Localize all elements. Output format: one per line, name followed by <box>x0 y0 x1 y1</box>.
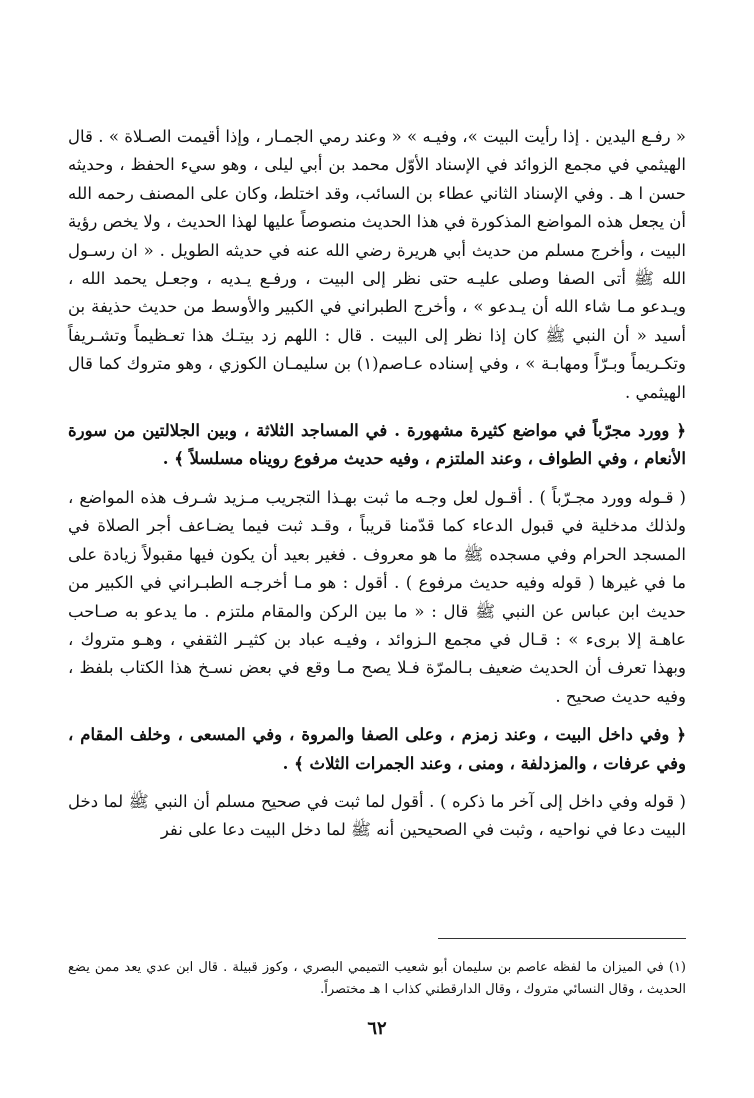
footnote-divider <box>438 938 686 939</box>
paragraph-commentary-3: ( قوله وفي داخل إلى آخر ما ذكره ) . أقول لما ثبت في صحيح مسلم أن النبي ﷺ لما دخل البيت دعا في نواحيه ، وثبت في الصحيحين أنه ﷺ لما دخل البيت دعا على نفر <box>68 791 686 840</box>
page-number: ٦٢ <box>367 1018 387 1039</box>
paragraph-commentary-2: ( قـوله وورد مجـرّباً ) . أقـول لعل وجـه ما ثبت بهـذا التجريب مـزيد شـرف هذه المواضع ، ولذلك مدخلية في قبول الدعاء كما قدّمنا قريباً ، وقـد ثبت فيما يضـاعف أجر الصلاة في المسجد الحرام وفي مسجده ﷺ ما هو معروف . فغير بعيد أن يكون فيها مقبولاً زيادة على ما في غيرها ( قوله وفيه حديث مرفوع ) . أقول : هو مـا أخرجـه الطبـراني في الكبير من حديث ابن عباس عن النبي ﷺ قال : « ما بين الركن والمقام ملتزم . ما يدعو به صـاحب عاهـة إلا برىء » : قـال في مجمع الـزوائد ، وفيـه عباد بن كثيـر الثقفي ، وهـو متروك ، وبهذا تعرف أن الحديث ضعيف بـالمرّة فـلا يصح مـا وقع في بعض نسـخ هذا الكتاب بلفظ ، وفيه حديث صحيح . <box>68 487 686 706</box>
footnote: (١) في الميزان ما لفظه عاصم بن سليمان أبو شعيب التميمي البصري ، وكوز قبيلة . قال ابن عدي يعد ممن يضع الحديث ، وقال النسائي متروك ، وقال الدارقطني كذاب ا هـ مختصراً. <box>68 960 686 997</box>
paragraph-matn-1: ﴿ وورد مجرّباً في مواضع كثيرة مشهورة . في المساجد الثلاثة ، وبين الجلالتين من سورة الأنعام ، وفي الطواف ، وعند الملتزم ، وفيه حديث مرفوع رويناه مسلسلاً ﴾ . <box>68 421 686 469</box>
paragraph-commentary-1: « رفـع اليدين . إذا رأيت البيت »، وفيـه » « وعند رمي الجمـار ، وإذا أقيمت الصـلاة » . قال الهيثمي في مجمع الزوائد في الإسناد الأوّل محمد بن أبي ليلى ، وهو سيء الحفظ ، وحديثه حسن ا هـ . وفي الإسناد الثاني عطاء بن السائب، وقد اختلط، وكان على المصنف رحمه الله أن يجعل هذه المواضع المذكورة في هذا الحديث منصوصاً عليها لهذا الحديث ، ولا يخص رؤية البيت ، وأخرج مسلم من حديث أبي هريرة رضي الله عنه في حديثه الطويل . « ان رسـول الله ﷺ أتى الصفا وصلى عليـه حتى نظر إلى البيت ، ورفـع يـديه ، وجعـل يحمد الله ، ويـدعو مـا شاء الله أن يـدعو » ، وأخرج الطبراني في الكبير والأوسط من حديث حذيفة بن أسيد « أن النبي ﷺ كان إذا نظر إلى البيت . قال : اللهم زد بيتـك هذا تعـظيماً وتشـريفاً وتكـريماً وبـرّاً ومهابـة » ، وفي إسناده عـاصم(١) بن سليمـان الكوزي ، وهو متروك كما قال الهيثمي . <box>68 127 686 402</box>
main-text <box>68 123 686 845</box>
paragraph-matn-2: ﴿ وفي داخل البيت ، وعند زمزم ، وعلى الصفا والمروة ، وفي المسعى ، وخلف المقام ، وفي عرفات ، والمزدلفة ، ومنى ، وعند الجمرات الثلاث ﴾ . <box>68 725 686 773</box>
